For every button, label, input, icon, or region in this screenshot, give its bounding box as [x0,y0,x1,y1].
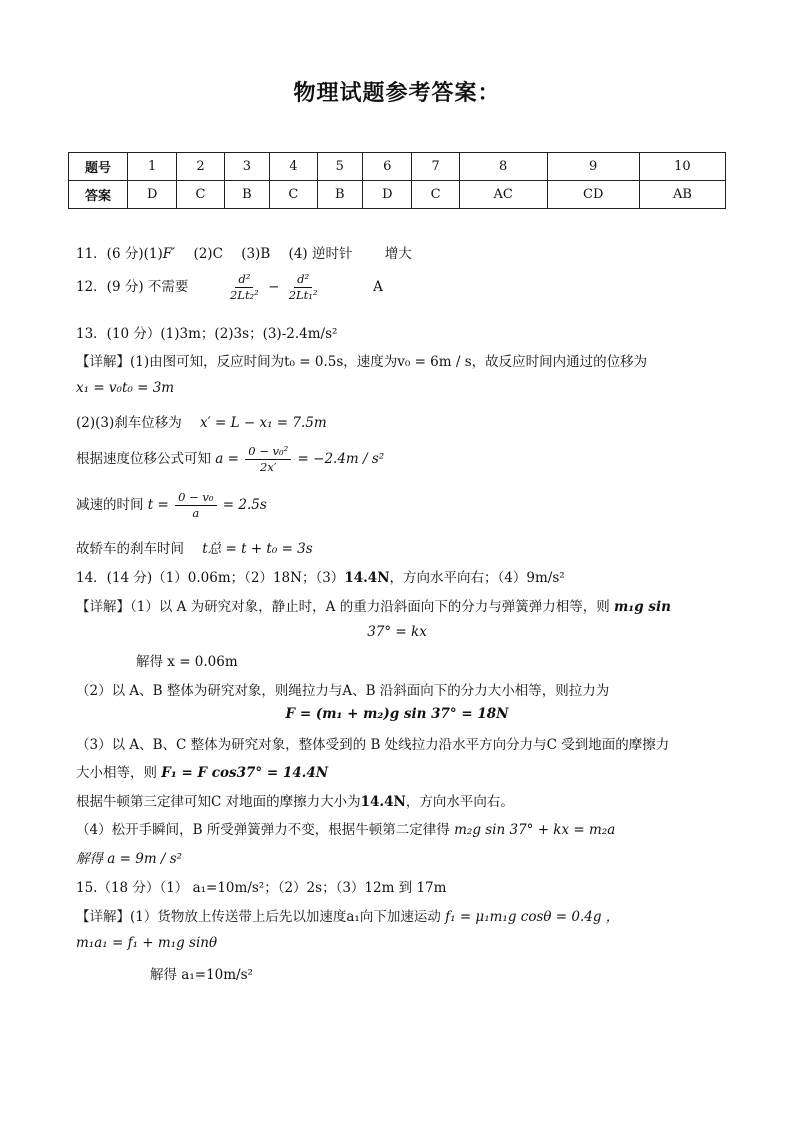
q13-equation-5: t总 = t + t₀ = 3s [202,541,313,557]
q14-summary-c: ，方向水平向右；（4）9m/s² [389,570,565,586]
q12-minus: − [268,279,280,295]
page-title: 物理试题参考答案： [293,80,501,106]
table-cell-number: 2 [177,153,224,181]
q11-line [76,242,412,262]
table-cell-answer: C [412,181,459,209]
q12-fraction-1-numerator: d² [235,272,253,288]
q13-eq4-left: t = [147,497,169,513]
q14-detail-5-math: m₂g sin 37° + kx = m₂a [454,822,616,838]
q11-answer-4: (4) 逆时针 [288,246,353,262]
q13-eq3-fraction [245,444,291,475]
q13-detail-3-text: 根据速度位移公式可知 [76,451,211,467]
q13-eq3-left: a = [215,451,239,467]
q15-summary: 15.（18 分）（1） a₁=10m/s²；（2）2s；（3）12m 到 17m [76,880,447,896]
q14-detail-4-b: 14.4N [360,794,406,810]
q12-fraction-2-numerator: d² [294,272,312,288]
q13-equation-1: x₁ = v₀t₀ = 3m [76,380,175,396]
table-cell-answer: AC [459,181,547,209]
q14-detail-5-text: （4）松开手瞬间，B 所受弹簧弹力不变，根据牛顿第二定律得 [76,822,450,838]
q14-detail-1-math: m₁g sin [614,599,671,615]
q13-detail-1: 【详解】(1)由图可知，反应时间为t₀ = 0.5s，速度为v₀ = 6m / s，故反应时间内通过的位移为 [76,354,648,370]
q14-detail-1-solve: 解得 x = 0.06m [136,654,238,670]
q14-detail-1 [76,595,671,615]
table-cell-answer: B [317,181,363,209]
q14-detail-4-a: 根据牛顿第三定律可知C 对地面的摩擦力大小为 [76,794,361,810]
q14-summary [76,566,565,586]
q13-detail-5-text: 故轿车的刹车时间 [76,541,184,557]
q14-summary-a: 14．(14 分)（1）0.06m；（2）18N；（3） [76,570,345,586]
table-cell-answer: D [128,181,177,209]
q13-eq4-right: = 2.5s [222,497,267,513]
q14-detail-3: （3）以 A、B、C 整体为研究对象，整体受到的 B 处线拉力沿水平方向分力与C 受到地面的摩擦力 [76,737,670,753]
q13-detail-5 [76,537,313,557]
q13-detail-3 [76,444,384,475]
q13-detail-2-text: (2)(3)刹车位移为 [76,415,182,431]
table-cell-number: 1 [128,153,177,181]
q14-detail-1-equation: 37° = kx [367,624,427,640]
table-header-answer: 答案 [69,181,128,209]
table-cell-answer: CD [547,181,639,209]
q11-answer-1: F′ [162,246,176,262]
q15-detail-3: 解得 a₁=10m/s² [150,967,253,983]
q12-fraction-2 [286,272,321,303]
table-cell-number: 8 [459,153,547,181]
q13-eq4-numerator: 0 − v₀ [175,490,216,506]
q11-answer-3: (3)B [241,246,271,262]
q12-answer: A [373,279,383,295]
table-cell-number: 9 [547,153,639,181]
table-cell-number: 7 [412,153,459,181]
table-cell-number: 6 [363,153,412,181]
q12-prefix: 12．(9 分) 不需要 [76,279,189,295]
q11-answer-5: 增大 [384,246,412,262]
table-cell-number: 4 [270,153,317,181]
q14-detail-3b-text: 大小相等，则 [76,765,157,781]
table-cell-number: 3 [224,153,270,181]
q13-summary: 13．(10 分）(1)3m；(2)3s；(3)-2.4m/s² [76,326,338,342]
q11-answer-2: (2)C [193,246,223,262]
q13-eq4-fraction [175,490,216,521]
q14-detail-6: 解得 a = 9m / s² [76,851,183,867]
q15-detail-1-math: f₁ = μ₁m₁g cosθ = 0.4g ， [445,909,620,925]
q13-equation-2: x′ = L − x₁ = 7.5m [200,415,327,431]
q13-detail-4-text: 减速的时间 [76,497,144,513]
table-cell-number: 5 [317,153,363,181]
q15-detail-2: m₁a₁ = f₁ + m₁g sinθ [76,935,218,951]
q15-detail-1-text: 【详解】(1）货物放上传送带上后先以加速度a₁向下加速运动 [76,909,441,925]
q13-eq3-numerator: 0 − v₀² [245,444,291,460]
q13-eq4-denominator: a [192,506,200,520]
q14-detail-5 [76,818,615,838]
q14-detail-3b [76,761,328,781]
q13-eq3-denominator: 2x′ [260,460,277,474]
q14-detail-1-text: 【详解】（1）以 A 为研究对象，静止时，A 的重力沿斜面向下的分力与弹簧弹力相等，则 [76,599,610,615]
table-cell-answer: B [224,181,270,209]
q13-eq3-right: = −2.4m / s² [297,451,385,467]
q13-detail-2 [76,411,327,431]
table-cell-answer: C [177,181,224,209]
q14-detail-4 [76,790,514,810]
q13-detail-4 [76,490,267,521]
table-header-question-number: 题号 [69,153,128,181]
table-row-answers [69,181,726,209]
q12-line [76,272,383,303]
q14-detail-4-c: ，方向水平向右。 [405,794,514,810]
q12-fraction-1 [227,272,262,303]
table-cell-answer: D [363,181,412,209]
q11-prefix: 11．(6 分)(1) [76,246,163,262]
table-cell-number: 10 [639,153,725,181]
q14-summary-b: 14.4N [344,570,390,586]
answer-table [68,152,726,209]
table-cell-answer: C [270,181,317,209]
q12-fraction-2-denominator: 2Lt₁² [288,288,318,302]
table-cell-answer: AB [639,181,725,209]
q14-detail-2: （2）以 A、B 整体为研究对象，则绳拉力与A、B 沿斜面向下的分力大小相等，则拉力为 [76,683,610,699]
q12-fraction-1-denominator: 2Lt₂² [229,288,259,302]
q14-detail-3b-math: F₁ = F cos37° = 14.4N [161,765,329,781]
table-row-numbers [69,153,726,181]
q14-detail-2-equation: F = (m₁ + m₂)g sin 37° = 18N [285,706,509,722]
q15-detail-1 [76,905,619,925]
